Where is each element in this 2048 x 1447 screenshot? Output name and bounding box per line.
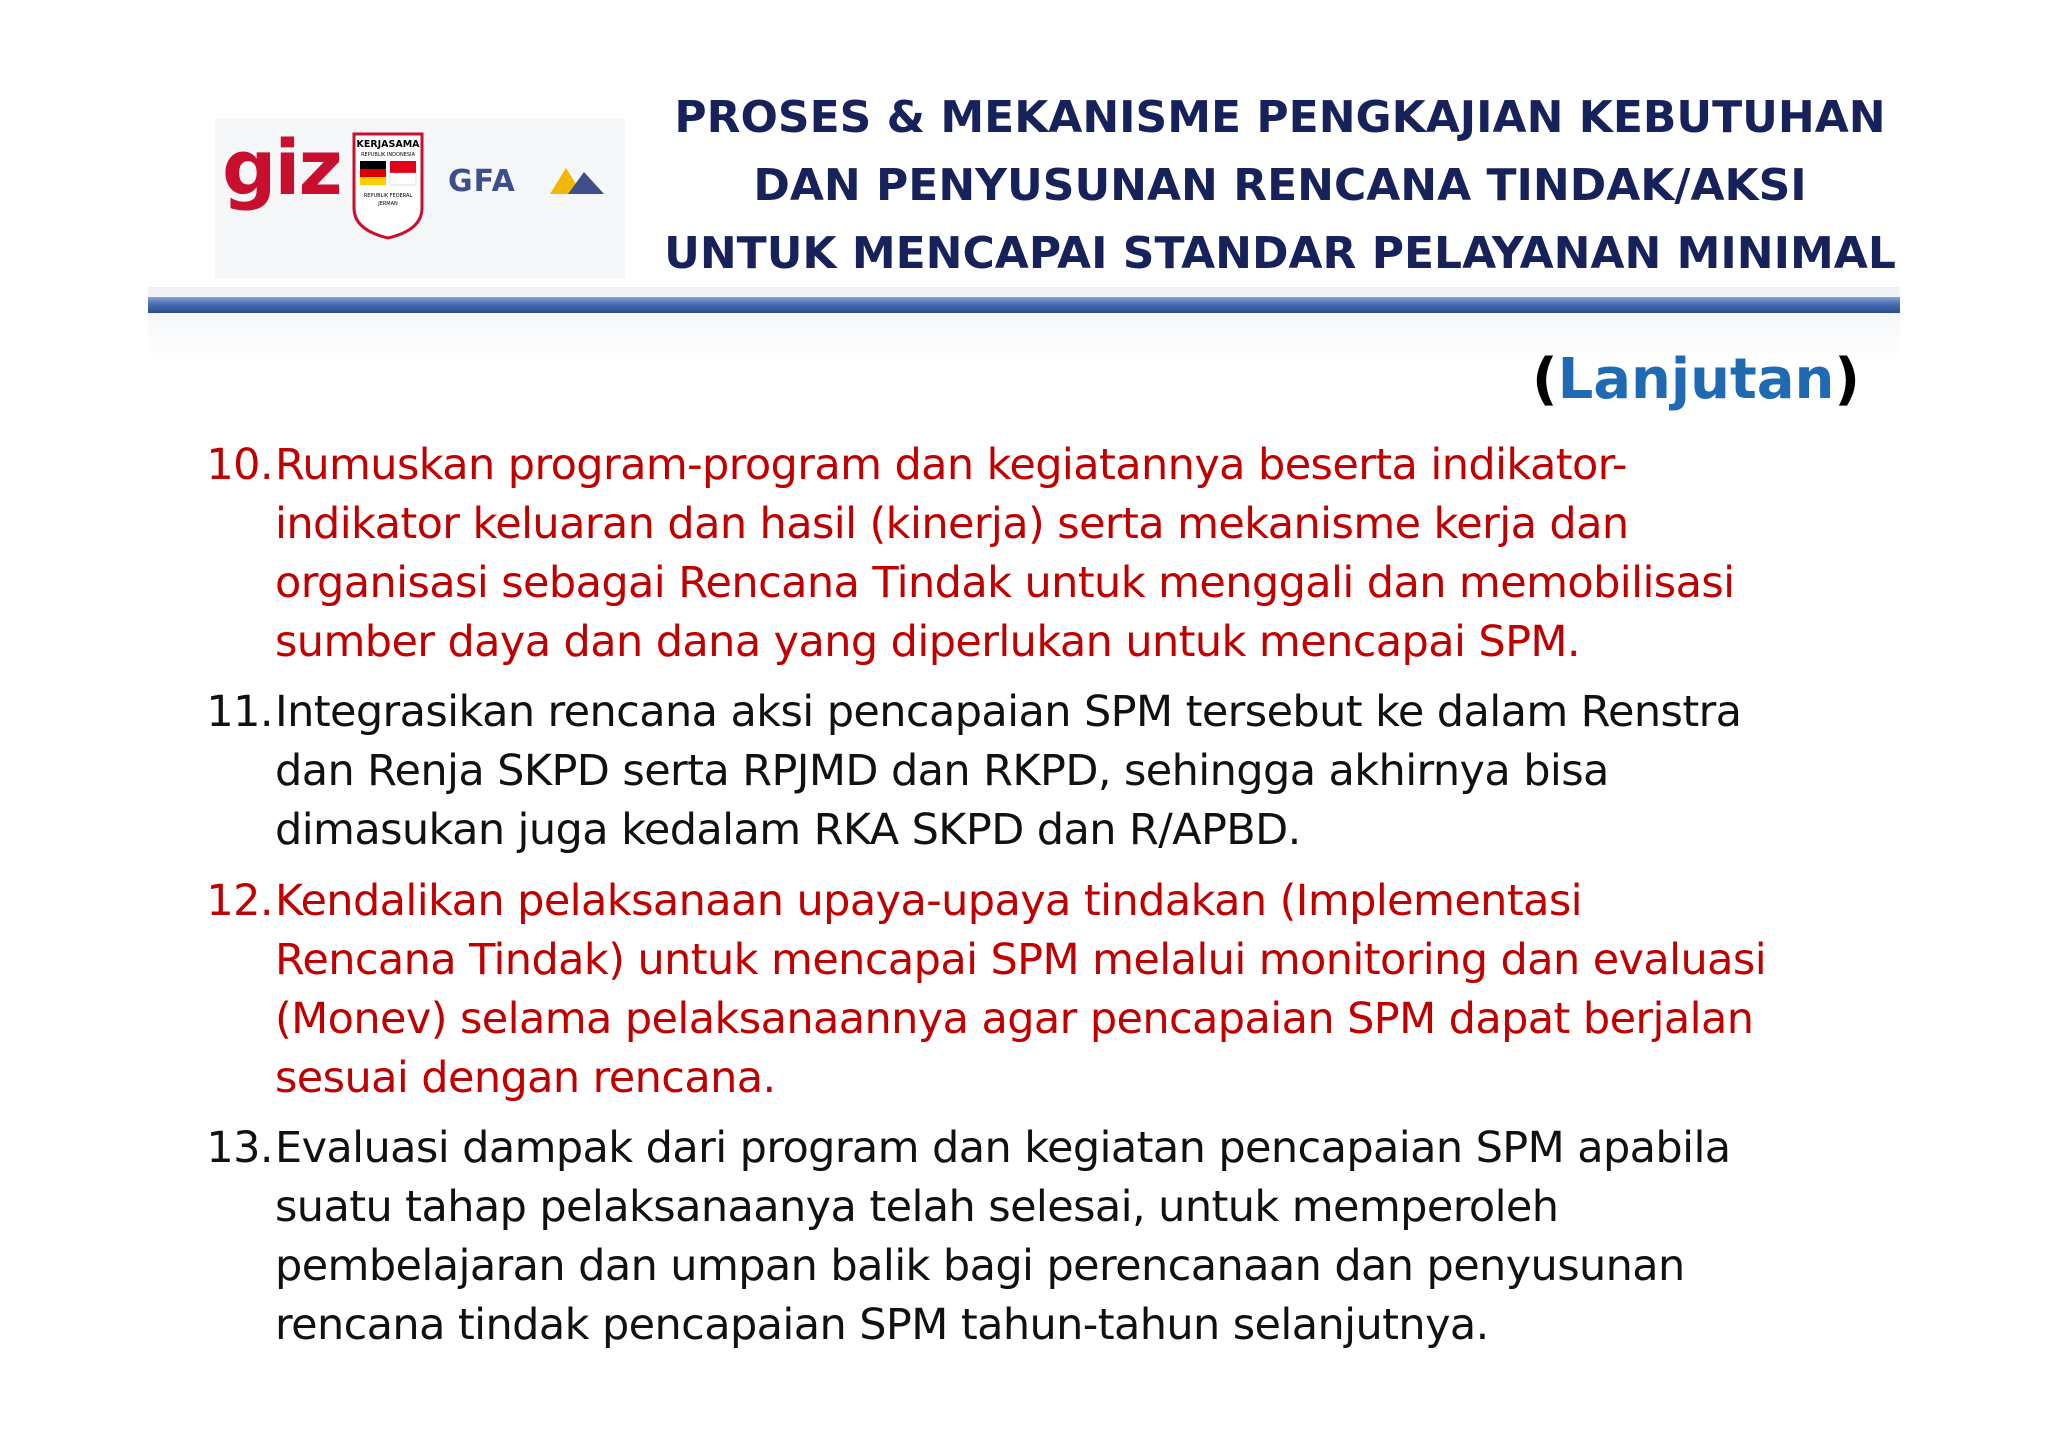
list-item-line: Evaluasi dampak dari program dan kegiatan pencapaian SPM apabila — [275, 1123, 1731, 1173]
gfa-triangle-icon — [550, 166, 606, 196]
list-item-line: Integrasikan rencana aksi pencapaian SPM tersebut ke dalam Renstra — [275, 687, 1742, 737]
page-title — [640, 84, 1920, 288]
list-item-line: dimasukan juga kedalam RKA SKPD dan R/APBD. — [275, 805, 1301, 855]
shield-subtitle-1: REPUBLIK INDONESIA — [361, 152, 415, 158]
subtitle-lanjutan — [1532, 346, 1860, 414]
gfa-logo — [448, 162, 608, 202]
giz-logo: giz — [222, 123, 341, 212]
list-item-line: Kendalikan pelaksanaan upaya-upaya tindakan (Implementasi — [275, 876, 1582, 926]
list-item-line: pembelajaran dan umpan balik bagi perencanaan dan penyusunan — [275, 1241, 1685, 1291]
subtitle-open-paren: ( — [1531, 347, 1558, 412]
shield-subtitle-3: JERMAN — [378, 201, 398, 207]
kerjasama-shield-logo — [350, 130, 426, 242]
title-line: DAN PENYUSUNAN RENCANA TINDAK/AKSI — [753, 160, 1807, 211]
list-item-line: sumber daya dan dana yang diperlukan untuk mencapai SPM. — [275, 617, 1580, 667]
list-item-line: sesuai dengan rencana. — [275, 1053, 776, 1103]
list-item-line: (Monev) selama pelaksanaannya agar pencapaian SPM dapat berjalan — [275, 994, 1754, 1044]
list-item-line: Rumuskan program-program dan kegiatannya beserta indikator- — [275, 440, 1627, 490]
gfa-logo-text: GFA — [448, 164, 516, 199]
list-item-line: suatu tahap pelaksanaanya telah selesai, untuk memperoleh — [275, 1182, 1559, 1232]
list-item-line: organisasi sebagai Rencana Tindak untuk menggali dan memobilisasi — [275, 558, 1735, 608]
subtitle-close-paren: ) — [1834, 347, 1860, 412]
header-divider — [148, 297, 1900, 313]
list-item-number: 12. — [206, 876, 273, 926]
title-line: UNTUK MENCAPAI STANDAR PELAYANAN MINIMAL — [664, 228, 1896, 279]
list-item-number: 11. — [206, 687, 273, 737]
shield-subtitle-2: REPUBLIK FEDERAL — [363, 193, 413, 199]
list-item-line: Rencana Tindak) untuk mencapai SPM melalui monitoring dan evaluasi — [275, 935, 1767, 985]
list-item-number: 13. — [206, 1123, 273, 1173]
list-item-line: rencana tindak pencapaian SPM tahun-tahun selanjutnya. — [275, 1300, 1489, 1350]
title-line: PROSES & MEKANISME PENGKAJIAN KEBUTUHAN — [674, 92, 1886, 143]
list-item-number: 10. — [206, 440, 273, 490]
list-item-line: dan Renja SKPD serta RPJMD dan RKPD, sehingga akhirnya bisa — [275, 746, 1609, 796]
subtitle-word: Lanjutan — [1557, 347, 1835, 412]
shield-title: KERJASAMA — [356, 139, 420, 150]
list-item-line: indikator keluaran dan hasil (kinerja) serta mekanisme kerja dan — [275, 499, 1629, 549]
